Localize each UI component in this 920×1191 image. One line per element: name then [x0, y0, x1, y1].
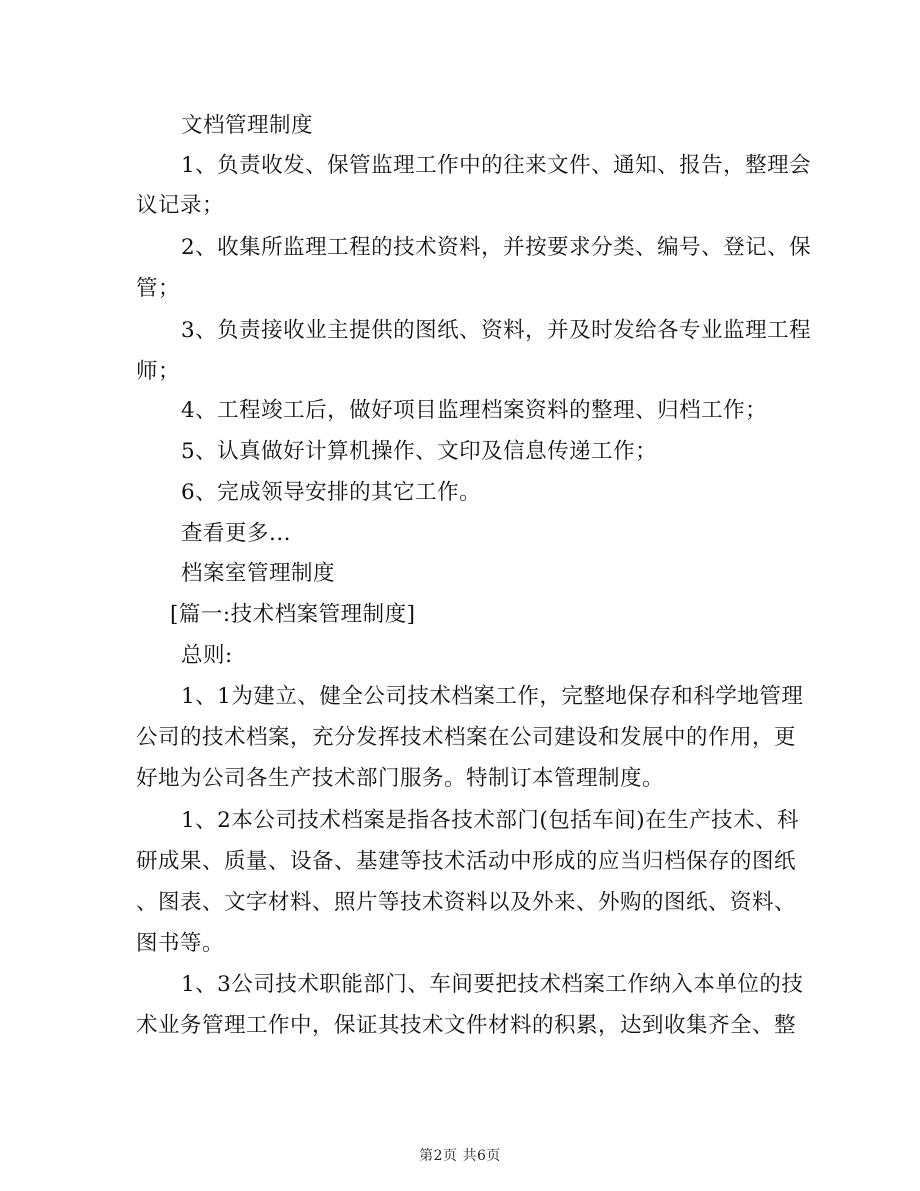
paragraph-line: 6、完成领导安排的其它工作。: [181, 480, 482, 505]
paragraph-line: 3、负责接收业主提供的图纸、资料，并及时发给各专业监理工程: [181, 318, 812, 343]
paragraph-line: 公司的技术档案，充分发挥技术档案在公司建设和发展中的作用，更: [136, 725, 797, 750]
paragraph-line: 1、2本公司技术档案是指各技术部门(包括车间)在生产技术、科: [181, 808, 800, 833]
paragraph-line: 1、1为建立、健全公司技术档案工作，完整地保存和科学地管理: [181, 684, 804, 709]
paragraph-line: 好地为公司各生产技术部门服务。特制订本管理制度。: [136, 766, 665, 791]
page-number-footer: 第2页 共6页: [419, 1148, 501, 1164]
paragraph-line: 2、收集所监理工程的技术资料，并按要求分类、编号、登记、保: [181, 235, 812, 260]
paragraph-line: 图书等。: [136, 931, 225, 956]
paragraph-line: 研成果、质量、设备、基建等技术活动中形成的应当归档保存的图纸: [136, 849, 797, 874]
section-title: [篇一:技术档案管理制度]: [170, 602, 416, 627]
paragraph-line: 1、负责收发、保管监理工作中的往来文件、通知、报告，整理会: [181, 153, 812, 178]
paragraph-line: 管；: [136, 276, 181, 301]
paragraph-line: 、图表、文字材料、照片等技术资料以及外来、外购的图纸、资料、: [136, 890, 797, 915]
paragraph-line: 4、工程竣工后，做好项目监理档案资料的整理、归档工作；: [181, 398, 768, 423]
paragraph-line: 1、3公司技术职能部门、车间要把技术档案工作纳入本单位的技: [181, 972, 804, 997]
heading-document-management: 文档管理制度: [181, 113, 314, 138]
general-provisions-heading: 总则:: [181, 643, 233, 668]
view-more-link[interactable]: 查看更多...: [181, 521, 292, 546]
paragraph-line: 术业务管理工作中，保证其技术文件材料的积累，达到收集齐全、整: [136, 1013, 797, 1038]
heading-archive-room-management: 档案室管理制度: [181, 561, 336, 586]
paragraph-line: 师；: [136, 359, 181, 384]
paragraph-line: 5、认真做好计算机操作、文印及信息传递工作；: [181, 439, 658, 464]
paragraph-line: 议记录；: [136, 193, 225, 218]
